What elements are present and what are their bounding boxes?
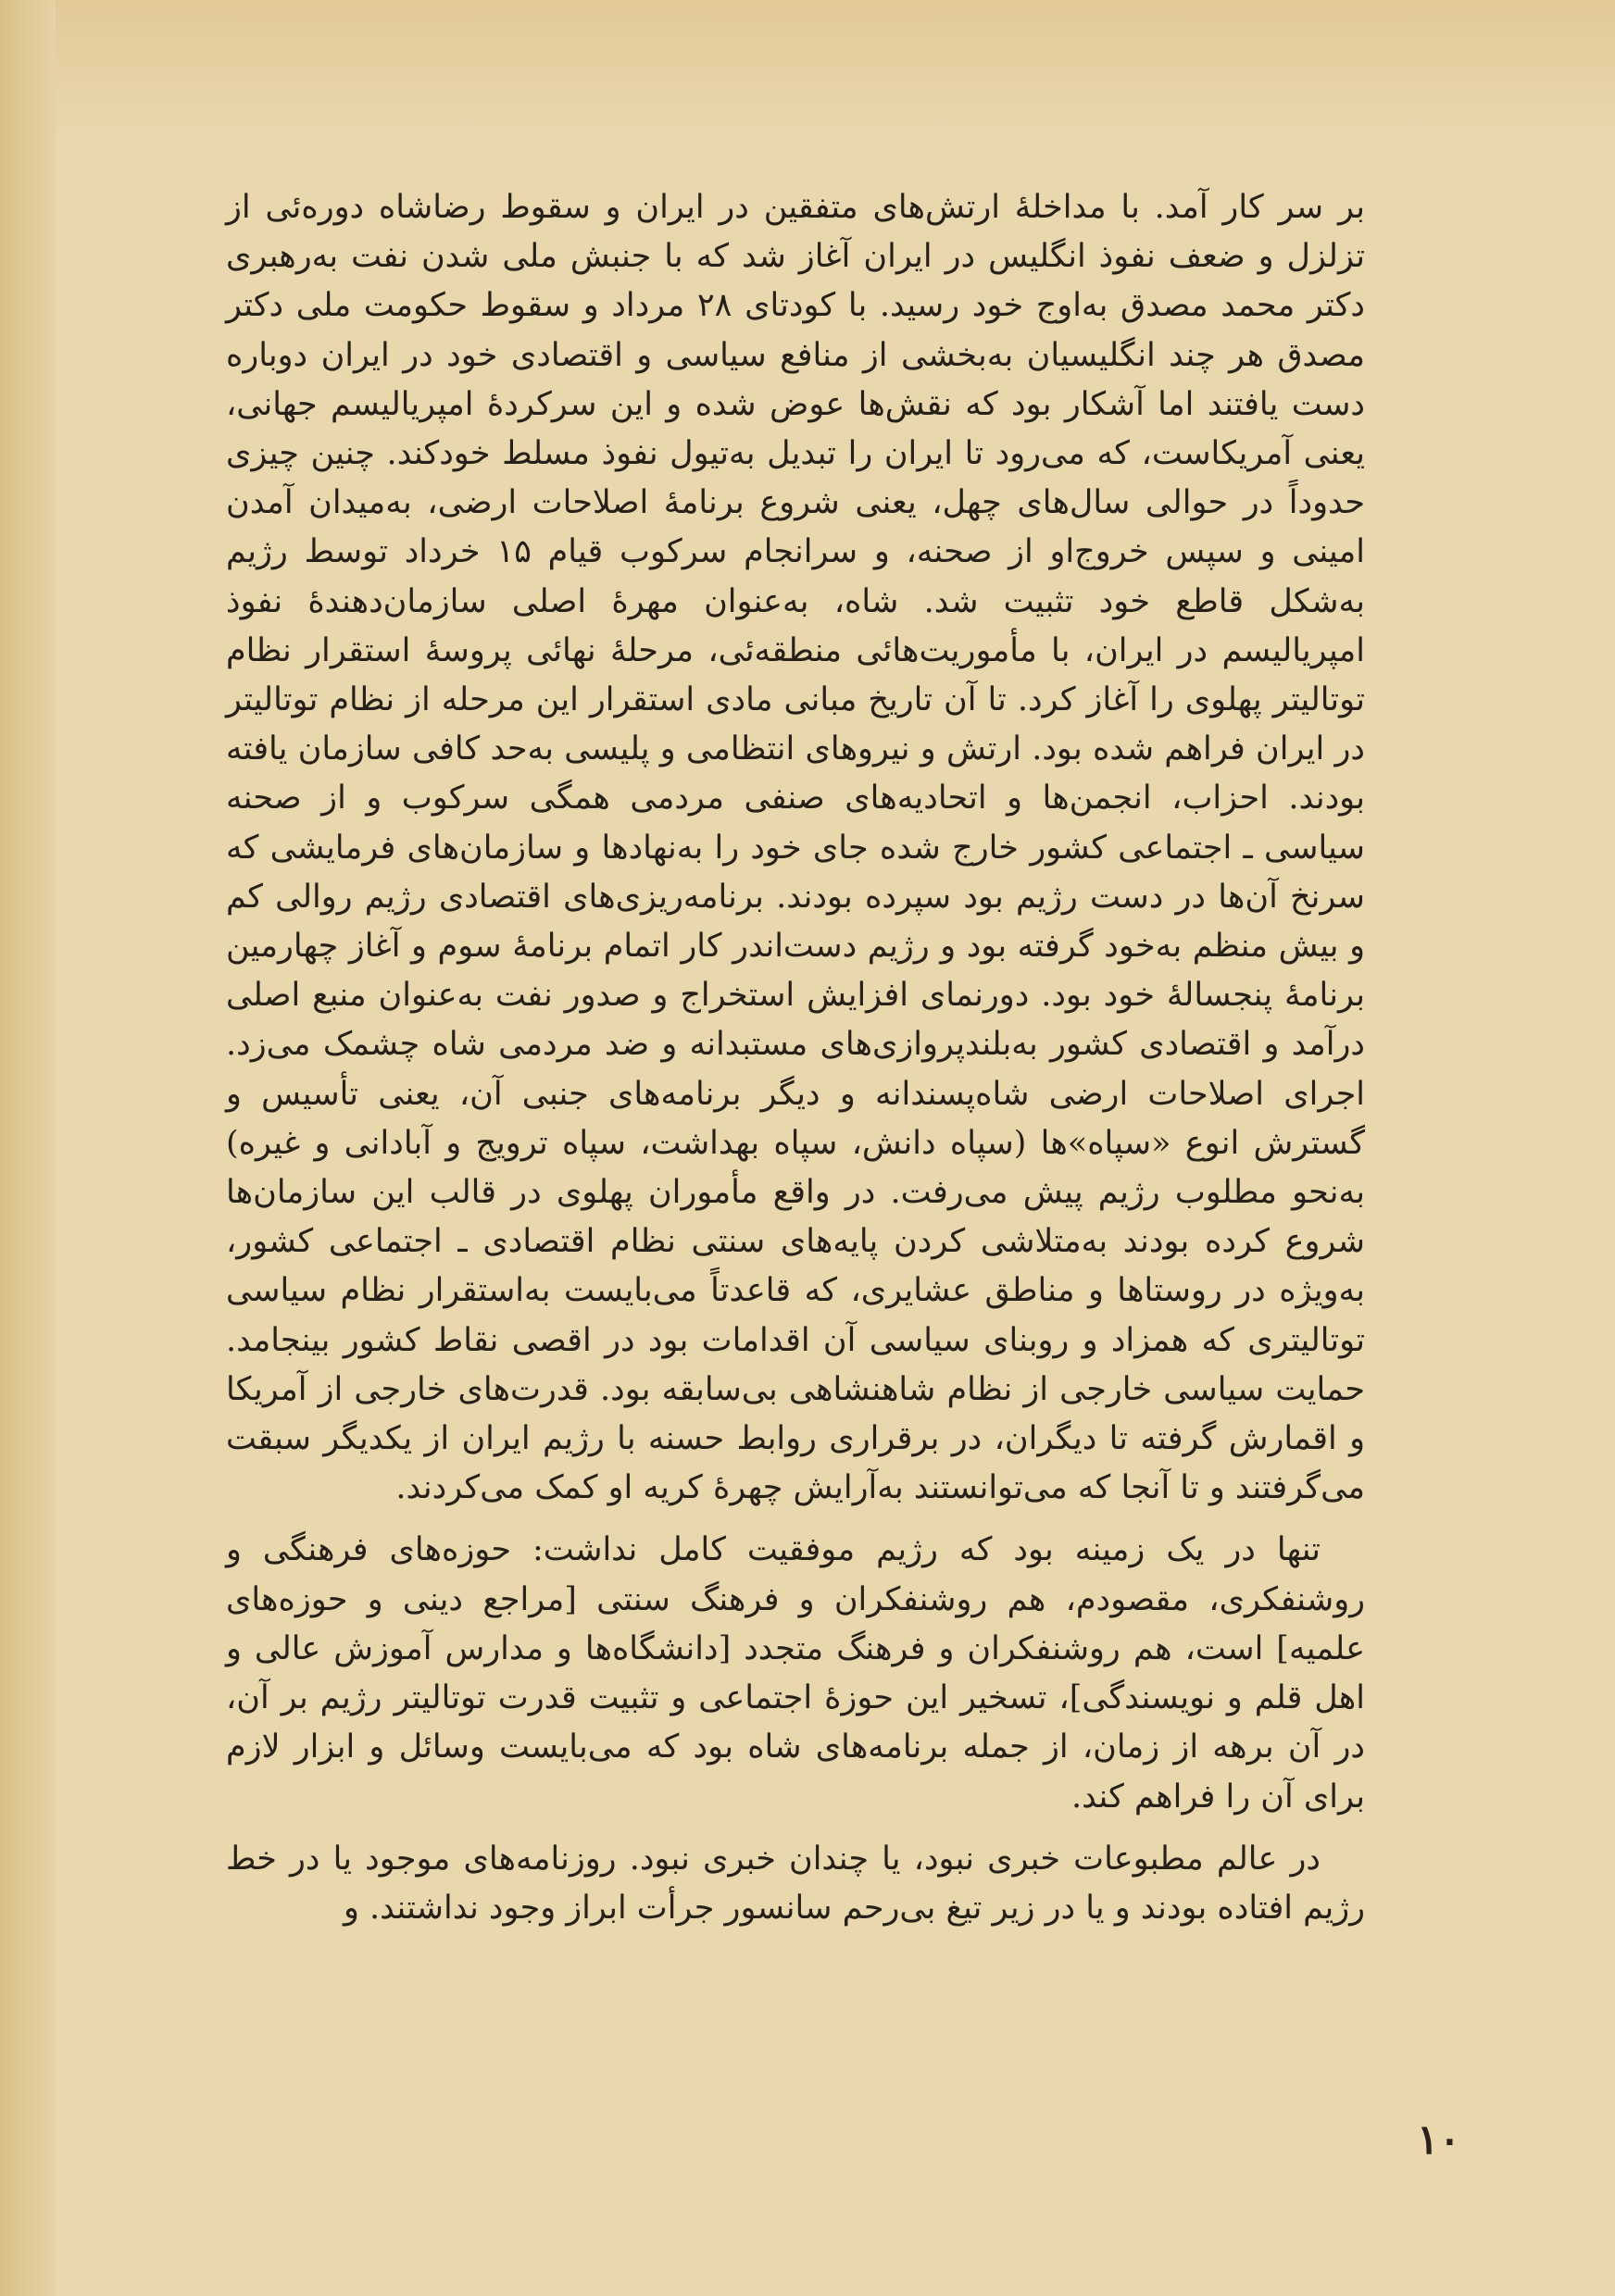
body-text <box>226 183 1365 1933</box>
paragraph-2: تنها در یک زمینه بود که رژیم موفقیت کامل نداشت: حوزه‌های فرهنگی و روشنفکری، مقصودم، هم روشنفکران و فرهنگ سنتی [مراجع دینی و حوزه‌های علمیه] است، هم روشنفکران و فرهنگ متجدد [دانشگاه‌ها و مدارس آموزش عالی و اهل قلم و نویسندگی]، تسخیر این حوزهٔ اجتماعی و تثبیت قدرت توتالیتر رژیم بر آن، در آن برهه از زمان، از جمله برنامه‌های شاه بود که می‌بایست وسائل و ابزار لازم برای آن را فراهم کند. <box>226 1531 1365 1816</box>
page-top-shading <box>0 0 1615 139</box>
page-binding-edge <box>0 0 56 2296</box>
page-number: ۱۰ <box>1417 2116 1461 2164</box>
paragraph-1: بر سر کار آمد. با مداخلهٔ ارتش‌های متفقین در ایران و سقوط رضاشاه دوره‌ئی از تزلزل و ضعف نفوذ انگلیس در ایران آغاز شد که با جنبش ملی شدن نفت به‌رهبری دکتر محمد مصدق به‌اوج خود رسید. با کودتای ۲۸ مرداد و سقوط حکومت ملی دکتر مصدق هر چند انگلیسیان به‌بخشی از منافع سیاسی و اقتصادی خود در ایران دوباره دست یافتند اما آشکار بود که نقش‌ها عوض شده و این سرکردهٔ امپریالیسم جهانی، یعنی آمریکاست، که می‌رود تا ایران را تبدیل به‌تیول نفوذ مسلط خودکند. چنین چیزی حدوداً در حوالی سال‌های چهل، یعنی شروع برنامهٔ اصلاحات ارضی، به‌میدان آمدن امینی و سپس خروج‌او از صحنه، و سرانجام سرکوب قیام ۱۵ خرداد توسط رژیم به‌شکل قاطع خود تثبیت شد. شاه، به‌عنوان مهرهٔ اصلی سازمان‌دهندهٔ نفوذ امپریالیسم در ایران، با مأموریت‌هائی منطقه‌ئی، مرحلهٔ نهائی پروسهٔ استقرار نظام توتالیتر پهلوی را آغاز کرد. تا آن تاریخ مبانی مادی استقرار این مرحله از نظام توتالیتر در ایران فراهم شده بود. ارتش و نیروهای انتظامی و پلیسی به‌حد کافی سازمان یافته بودند. احزاب، انجمن‌ها و اتحادیه‌های صنفی مردمی همگی سرکوب و از صحنه سیاسی ـ اجتماعی کشور خارج شده جای خود را به‌نهادها و سازمان‌های فرمایشی که سرنخ آن‌ها در دست رژیم بود سپرده بودند. برنامه‌ریزی‌های اقتصادی رژیم روالی کم و بیش منظم به‌خود گرفته بود و رژیم دست‌اندر کار اتمام برنامهٔ سوم و آغاز چهارمین برنامهٔ پنجسالهٔ خود بود. دورنمای افزایش استخراج و صدور نفت به‌عنوان منبع اصلی درآمد و اقتصادی کشور به‌بلندپروازی‌های مستبدانه و ضد مردمی شاه چشمک می‌زد. اجرای اصلاحات ارضی شاه‌پسندانه و دیگر برنامه‌های جنبی آن، یعنی تأسیس و گسترش انوع «سپاه»ها (سپاه دانش، سپاه بهداشت، سپاه ترویج و آبادانی و غیره) به‌نحو مطلوب رژیم پیش می‌رفت. در واقع مأموران پهلوی در قالب این سازمان‌ها شروع کرده بودند به‌متلاشی کردن پایه‌های سنتی نظام اقتصادی ـ اجتماعی کشور، به‌ویژه در روستاها و مناطق عشایری، که قاعدتاً می‌بایست به‌استقرار نظام سیاسی توتالیتری که همزاد و روبنای سیاسی آن اقدامات بود در اقصی نقاط کشور بینجامد. حمایت سیاسی خارجی از نظام شاهنشاهی بی‌سابقه بود. قدرت‌های خارجی از آمریکا و اقمارش گرفته تا دیگران، در برقراری روابط حسنه با رژیم ایران از یکدیگر سبقت می‌گرفتند و تا آنجا که می‌توانستند به‌آرایش چهرهٔ کریه او کمک می‌کردند. <box>226 189 1365 1507</box>
paragraph-3: در عالم مطبوعات خبری نبود، یا چندان خبری نبود. روزنامه‌های موجود یا در خط رژیم افتاده بودند و یا در زیر تیغ بی‌رحم سانسور جرأت ابراز وجود نداشتند. و <box>226 1840 1365 1927</box>
